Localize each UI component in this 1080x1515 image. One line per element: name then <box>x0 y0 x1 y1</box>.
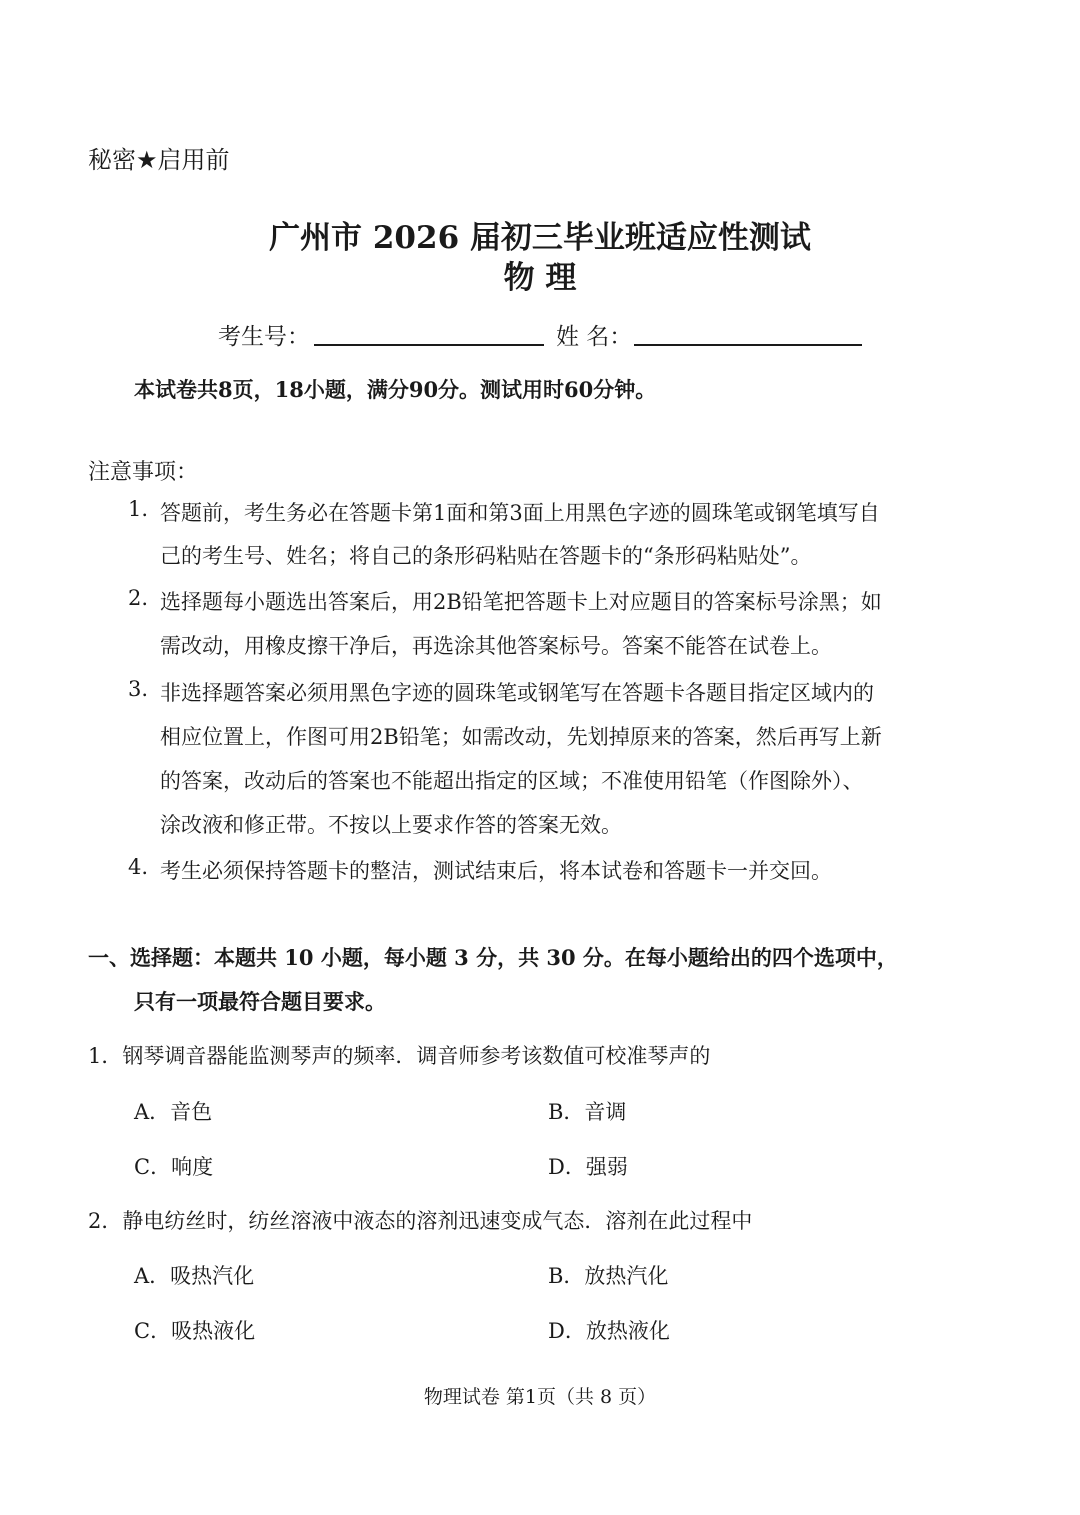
notice-item-line: 非选择题答案必须用黑色字迹的圆珠笔或钢笔写在答题卡各题目指定区域内的 <box>160 681 874 705</box>
notice-item-line: 相应位置上，作图可用2B铅笔；如需改动，先划掉原来的答案，然后再写上新 <box>160 725 882 749</box>
option-a: A．音色 <box>134 1100 213 1124</box>
notice-item-line: 选择题每小题选出答案后，用2B铅笔把答题卡上对应题目的答案标号涂黑；如 <box>160 590 882 614</box>
option-d: D．强弱 <box>548 1155 628 1179</box>
question-stem: 2．静电纺丝时，纺丝溶液中液态的溶剂迅速变成气态．溶剂在此过程中 <box>88 1209 753 1233</box>
exam-number-field[interactable] <box>314 344 544 346</box>
section-heading: 一、选择题：本题共 10 小题，每小题 3 分，共 30 分。在每小题给出的四个选项中， <box>88 945 898 970</box>
notice-item-line: 己的考生号、姓名；将自己的条形码粘贴在答题卡的“条形码粘贴处”。 <box>160 544 812 568</box>
notice-item-line: 考生必须保持答题卡的整洁，测试结束后，将本试卷和答题卡一并交回。 <box>160 859 832 883</box>
option-c: C．吸热液化 <box>134 1319 256 1343</box>
name-field[interactable] <box>634 344 862 346</box>
page-footer: 物理试卷 第1页（共 8 页） <box>423 1386 657 1408</box>
option-a: A．吸热汽化 <box>134 1264 255 1288</box>
notice-item-number: 2. <box>128 586 149 610</box>
exam-title: 广州市 2026 届初三毕业班适应性测试 <box>269 220 811 256</box>
name-label: 姓 名： <box>556 324 633 350</box>
section-heading-continued: 只有一项最符合题目要求。 <box>134 989 386 1014</box>
notice-item-number: 3. <box>128 677 149 701</box>
notice-item-line: 的答案，改动后的答案也不能超出指定的区域；不准使用铅笔（作图除外）、 <box>160 769 864 793</box>
notice-item-line: 涂改液和修正带。不按以上要求作答的答案无效。 <box>160 813 622 837</box>
notice-heading: 注意事项： <box>88 460 199 485</box>
confidential-label: 秘密★启用前 <box>88 146 230 174</box>
subject-title: 物 理 <box>503 260 577 296</box>
option-d: D．放热液化 <box>548 1319 670 1343</box>
option-c: C．响度 <box>134 1155 214 1179</box>
notice-item-number: 1. <box>128 497 149 521</box>
exam-info: 本试卷共8页，18小题，满分90分。测试用时60分钟。 <box>134 377 657 402</box>
notice-item-line: 需改动，用橡皮擦干净后，再选涂其他答案标号。答案不能答在试卷上。 <box>160 634 832 658</box>
option-b: B．音调 <box>548 1100 627 1124</box>
notice-item-number: 4. <box>128 855 149 879</box>
option-b: B．放热汽化 <box>548 1264 669 1288</box>
exam-number-label: 考生号： <box>218 324 310 350</box>
notice-item-line: 答题前，考生务必在答题卡第1面和第3面上用黑色字迹的圆珠笔或钢笔填写自 <box>160 501 880 525</box>
question-stem: 1．钢琴调音器能监测琴声的频率．调音师参考该数值可校准琴声的 <box>88 1044 711 1068</box>
